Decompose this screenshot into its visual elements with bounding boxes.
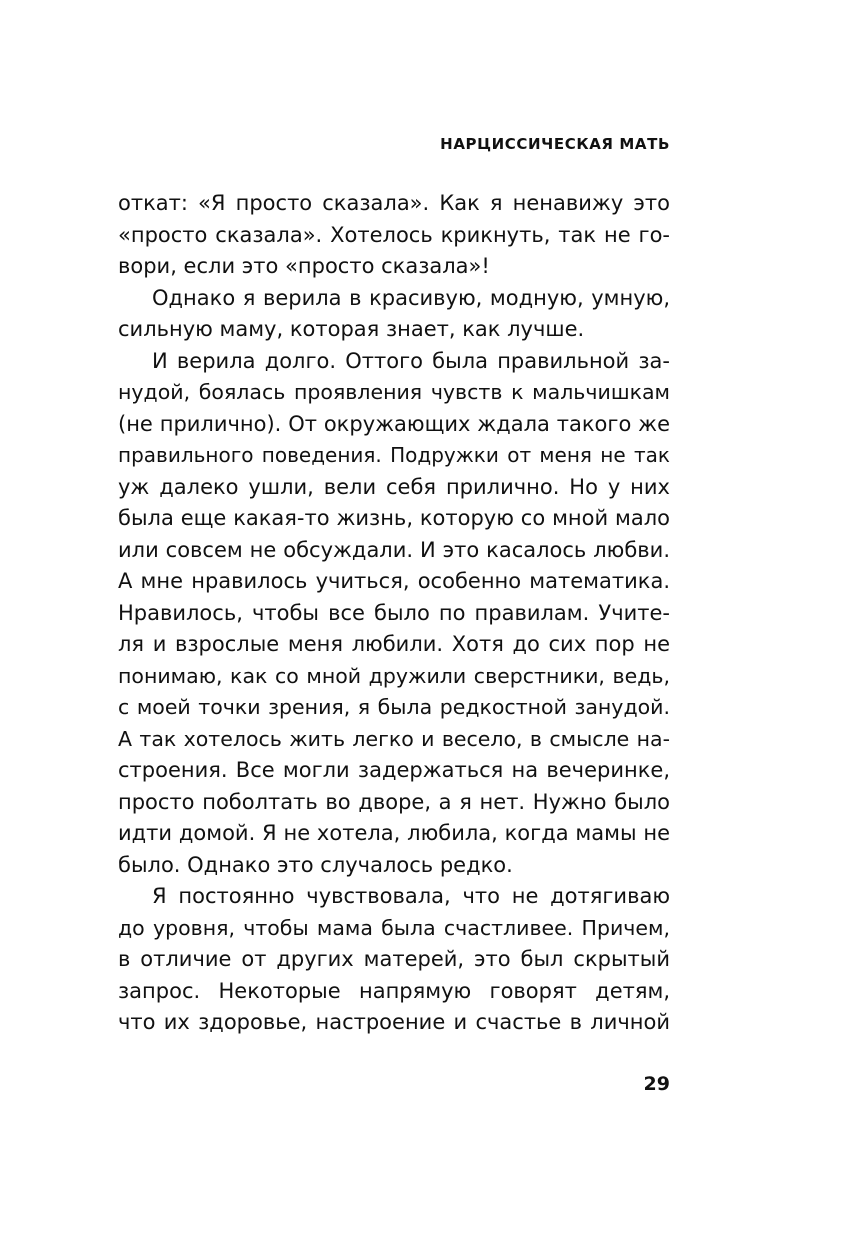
- text-line: запрос. Некоторые напрямую говорят детям,: [118, 978, 670, 1003]
- text-line: понимаю, как со мной дружили сверстники, ведь,: [118, 663, 670, 688]
- text-line: Однако я верила в красивую, модную, умную,: [152, 285, 670, 310]
- text-line: правильного поведения. Подружки от меня не так: [118, 443, 670, 467]
- text-line: Я постоянно чувствовала, что не дотягиваю: [152, 884, 670, 908]
- text-line: с моей точки зрения, я была редкостной занудой.: [118, 695, 670, 719]
- text-line: в отличие от других матерей, это был скрытый: [118, 947, 670, 971]
- text-line: было. Однако это случалось редко.: [118, 852, 513, 877]
- text-line: «просто сказала». Хотелось крикнуть, так не го-: [118, 222, 670, 247]
- text-line: А мне нравилось учиться, особенно математика.: [118, 569, 670, 593]
- text-line: Нравилось, чтобы все было по правилам. Учите-: [118, 600, 670, 625]
- text-line: что их здоровье, настроение и счастье в личной: [118, 1010, 670, 1034]
- text-line: до уровня, чтобы мама была счастливее. Причем,: [118, 915, 670, 940]
- body-text: [118, 188, 670, 1039]
- page-number: 29: [643, 1073, 670, 1095]
- text-line: просто поболтать во дворе, а я нет. Нужно было: [118, 789, 670, 814]
- running-header: НАРЦИССИЧЕСКАЯ МАТЬ: [440, 135, 670, 153]
- text-line: И верила долго. Оттого была правильной за-: [152, 348, 670, 373]
- text-line: строения. Все могли задержаться на вечеринке,: [118, 758, 670, 782]
- text-line: откат: «Я просто сказала». Как я ненавижу это: [118, 191, 670, 215]
- text-line: нудой, боялась проявления чувств к мальчишкам: [118, 380, 670, 404]
- text-line: уж далеко ушли, вели себя прилично. Но у них: [118, 474, 670, 499]
- text-line: ля и взрослые меня любили. Хотя до сих пор не: [118, 632, 670, 656]
- text-line: сильную маму, которая знает, как лучше.: [118, 317, 585, 341]
- text-line: (не прилично). От окружающих ждала такого же: [118, 411, 670, 436]
- text-line: была еще какая-то жизнь, которую со мной мало: [118, 506, 670, 530]
- text-line: А так хотелось жить легко и весело, в смысле на-: [118, 726, 670, 751]
- text-line: идти домой. Я не хотела, любила, когда мамы не: [118, 821, 670, 845]
- text-line: или совсем не обсуждали. И это касалось любви.: [118, 537, 670, 562]
- text-line: вори, если это «просто сказала»!: [118, 254, 490, 278]
